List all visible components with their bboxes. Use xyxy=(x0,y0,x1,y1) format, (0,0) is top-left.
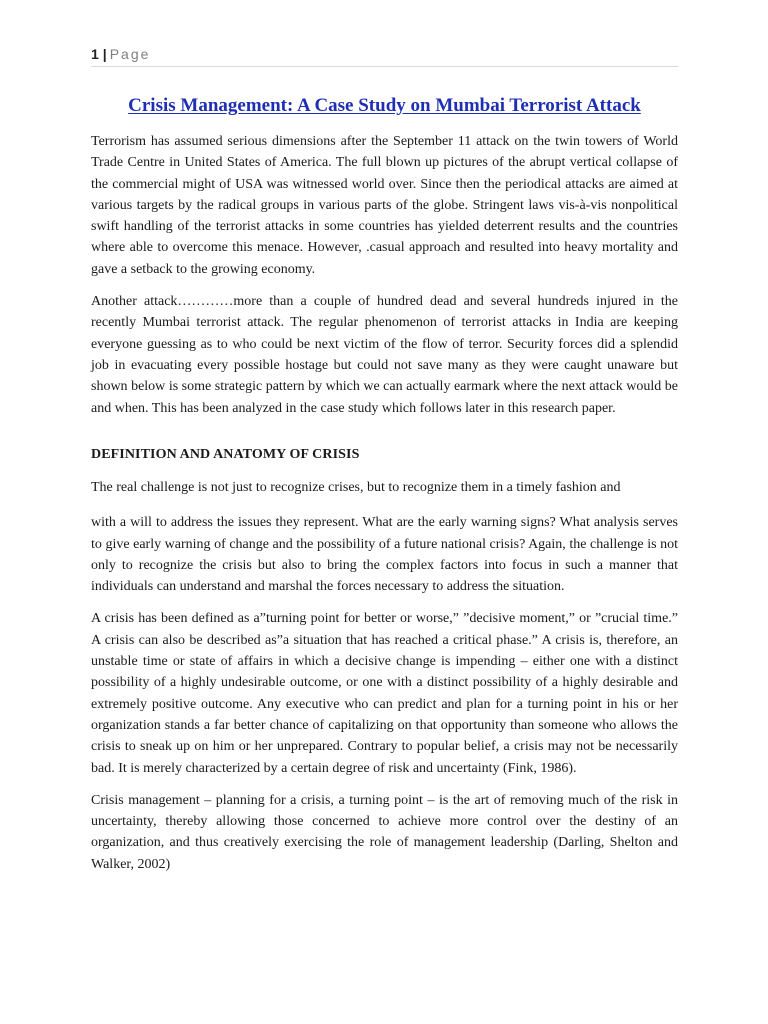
page-separator: | xyxy=(102,46,107,62)
intro-section xyxy=(91,131,678,430)
page-number: 1 xyxy=(91,46,99,62)
paragraph-real-challenge: The real challenge is not just to recognize crises, but to recognize them in a timely fashion and xyxy=(91,480,621,495)
paragraph-will-to-address: with a will to address the issues they represent. What are the early warning signs? What analysis serves to give early warning of change and the possibility of a future national crisis? Again, the challenge is not only to recognize the crisis but also to bring the complex factors into focus in such a manner that individuals can understand and marshal the forces necessary to address the situation. xyxy=(91,515,678,595)
document-title: Crisis Management: A Case Study on Mumbai Terrorist Attack xyxy=(128,95,641,116)
definition-section xyxy=(91,445,678,886)
paragraph-another-attack: Another attack…………more than a couple of hundred dead and several hundreds injured in the recently Mumbai terrorist attack. The regular phenomenon of terrorist attacks in India are keeping everyone guessing as to who could be next victim of the flow of terror. Security forces did a splendid job in evacuating every possible hostage but could not save many as they were caught unaware but shown below is some strategic pattern by which we can actually earmark where the next attack would be and when. This has been analyzed in the case study which follows later in this research paper. xyxy=(91,294,678,416)
section-heading: DEFINITION AND ANATOMY OF CRISIS xyxy=(91,447,360,462)
page-header xyxy=(91,44,678,67)
paragraph-crisis-management: Crisis management – planning for a crisis, a turning point – is the art of removing much of the risk in uncertainty, thereby allowing those concerned to achieve more control over the destiny of an organization, and thus creatively exercising the role of management leadership (Darling, Shelton and Walker, 2002) xyxy=(91,792,678,872)
paragraph-crisis-definition: A crisis has been defined as a”turning point for better or worse,” ”decisive moment,” or ”crucial time.” A crisis can also be described as”a situation that has reached a critical phase.” A crisis is, therefore, an unstable time or state of affairs in which a decisive change is impending – either one with a distinct possibility of a highly undesirable outcome, or one with a distinct possibility of a highly desirable and extremely positive outcome. Any executive who can predict and plan for a turning point in his or her organization stands a far better chance of capitalizing on that opportunity than someone who allows the crisis to sneak up on him or her unprepared. Contrary to popular belief, a crisis may not be necessarily bad. It is merely characterized by a certain degree of risk and uncertainty (Fink, 1986). xyxy=(91,611,678,776)
page-label: Page xyxy=(109,46,151,62)
paragraph-terrorism: Terrorism has assumed serious dimensions after the September 11 attack on the twin towers of World Trade Centre in United States of America. The full blown up pictures of the abrupt vertical collapse of the commercial might of USA was witnessed world over. Since then the periodical attacks are aimed at various targets by the radical groups in various parts of the globe. Stringent laws vis-à-vis nonpolitical swift handling of the terrorist attacks in some countries has yielded deterrent results and the countries where able to overcome this menace. However, .casual approach and resulted into heavy mortality and gave a setback to the growing economy. xyxy=(91,134,678,277)
